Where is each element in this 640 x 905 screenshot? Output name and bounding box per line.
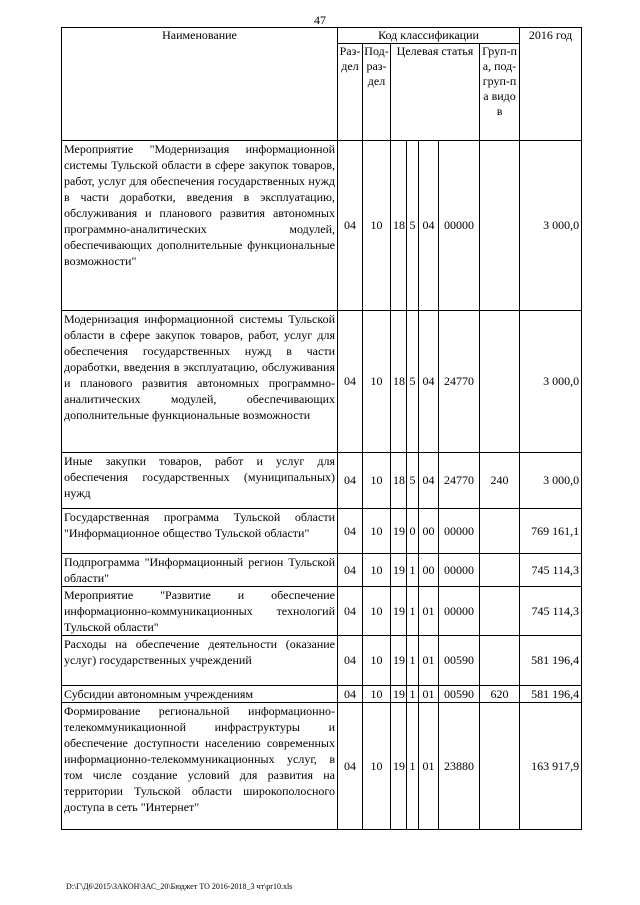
row-podrazdel: 10 (363, 686, 391, 703)
row-target-program: 18 (391, 141, 407, 311)
row-group (480, 554, 520, 587)
row-target-event: 00 (419, 554, 439, 587)
row-target-direction: 00000 (439, 587, 480, 636)
row-name: Модернизация информационной системы Тульской области в сфере закупок товаров, работ, услуг для обеспечения государственных нужд в части доработки, введения в эксплуатацию, обслуживания и планового развития автономных программно-аналитических модулей, обеспечивающих дополнительные функциональные возможности (62, 311, 338, 453)
row-name: Мероприятие "Развитие и обеспечение информационно-коммуникационных технологий Тульской области" (62, 587, 338, 636)
row-target-event: 01 (419, 686, 439, 703)
table-row (62, 686, 582, 703)
row-target-subprogram: 1 (407, 554, 419, 587)
row-target-direction: 24770 (439, 453, 480, 509)
row-razdel: 04 (338, 636, 363, 686)
row-target-event: 01 (419, 587, 439, 636)
row-name: Государственная программа Тульской области "Информационное общество Тульской области" (62, 509, 338, 554)
header-target: Целевая статья (391, 44, 480, 141)
row-amount: 163 917,9 (520, 703, 582, 830)
row-target-subprogram: 0 (407, 509, 419, 554)
table-row (62, 587, 582, 636)
row-target-subprogram: 1 (407, 636, 419, 686)
header-year: 2016 год (520, 28, 582, 141)
row-group (480, 311, 520, 453)
row-target-program: 19 (391, 554, 407, 587)
row-podrazdel: 10 (363, 509, 391, 554)
row-amount: 581 196,4 (520, 636, 582, 686)
row-amount: 581 196,4 (520, 686, 582, 703)
header-group: Груп-па, под-груп-па видов (480, 44, 520, 141)
row-target-direction: 00000 (439, 141, 480, 311)
row-target-event: 00 (419, 509, 439, 554)
row-target-event: 04 (419, 141, 439, 311)
row-target-direction: 00590 (439, 686, 480, 703)
header-name: Наименование (62, 28, 338, 141)
row-podrazdel: 10 (363, 453, 391, 509)
budget-table (61, 27, 582, 830)
row-target-subprogram: 1 (407, 703, 419, 830)
row-razdel: 04 (338, 311, 363, 453)
row-target-subprogram: 1 (407, 587, 419, 636)
row-razdel: 04 (338, 453, 363, 509)
row-amount: 3 000,0 (520, 311, 582, 453)
row-razdel: 04 (338, 554, 363, 587)
row-target-subprogram: 5 (407, 141, 419, 311)
row-group (480, 703, 520, 830)
row-target-program: 19 (391, 509, 407, 554)
row-razdel: 04 (338, 587, 363, 636)
row-name: Субсидии автономным учреждениям (62, 686, 338, 703)
row-name: Иные закупки товаров, работ и услуг для обеспечения государственных (муниципальных) нужд (62, 453, 338, 509)
row-podrazdel: 10 (363, 587, 391, 636)
row-name: Подпрограмма "Информационный регион Тульской области" (62, 554, 338, 587)
row-razdel: 04 (338, 686, 363, 703)
row-podrazdel: 10 (363, 703, 391, 830)
row-target-subprogram: 5 (407, 311, 419, 453)
row-target-program: 19 (391, 703, 407, 830)
row-group: 620 (480, 686, 520, 703)
table-row (62, 141, 582, 311)
row-target-direction: 23880 (439, 703, 480, 830)
row-target-program: 19 (391, 686, 407, 703)
row-razdel: 04 (338, 509, 363, 554)
row-amount: 3 000,0 (520, 453, 582, 509)
row-target-program: 19 (391, 587, 407, 636)
row-group (480, 587, 520, 636)
row-group (480, 636, 520, 686)
row-target-subprogram: 1 (407, 686, 419, 703)
row-target-subprogram: 5 (407, 453, 419, 509)
row-group: 240 (480, 453, 520, 509)
row-podrazdel: 10 (363, 636, 391, 686)
header-code: Код классификации (338, 28, 520, 44)
table-row (62, 554, 582, 587)
row-target-direction: 00000 (439, 509, 480, 554)
header-razdel: Раз-дел (338, 44, 363, 141)
row-amount: 745 114,3 (520, 587, 582, 636)
row-razdel: 04 (338, 703, 363, 830)
table-row (62, 636, 582, 686)
row-name: Формирование региональной информационно-телекоммуникационной инфраструктуры и обеспечение доступности населению современных информационно-телекоммуникационных услуг, в том числе создание условий для развития на территории Тульской области широкополосного доступа в сеть "Интернет" (62, 703, 338, 830)
table-row (62, 453, 582, 509)
row-target-event: 01 (419, 703, 439, 830)
row-group (480, 141, 520, 311)
row-target-direction: 00590 (439, 636, 480, 686)
row-razdel: 04 (338, 141, 363, 311)
row-amount: 3 000,0 (520, 141, 582, 311)
row-podrazdel: 10 (363, 311, 391, 453)
table-row (62, 311, 582, 453)
row-target-direction: 24770 (439, 311, 480, 453)
row-podrazdel: 10 (363, 554, 391, 587)
row-amount: 745 114,3 (520, 554, 582, 587)
row-podrazdel: 10 (363, 141, 391, 311)
row-name: Мероприятие "Модернизация информационной системы Тульской области в сфере закупок товаров, работ, услуг для обеспечения государственных нужд в части доработки, введения в эксплуатацию, обслуживания и планового развития автономных программно-аналитических модулей, обеспечивающих дополнительные функциональные возможности" (62, 141, 338, 311)
row-target-program: 18 (391, 453, 407, 509)
row-target-event: 04 (419, 453, 439, 509)
row-name: Расходы на обеспечение деятельности (оказание услуг) государственных учреждений (62, 636, 338, 686)
row-target-direction: 00000 (439, 554, 480, 587)
row-group (480, 509, 520, 554)
page-number: 47 (314, 13, 326, 27)
row-target-program: 19 (391, 636, 407, 686)
table-row (62, 509, 582, 554)
row-target-program: 18 (391, 311, 407, 453)
row-amount: 769 161,1 (520, 509, 582, 554)
row-target-event: 04 (419, 311, 439, 453)
table-row (62, 703, 582, 830)
row-target-event: 01 (419, 636, 439, 686)
footer-file-path: D:\Г\Д6\2015\ЗАКОН\ЗАС_20\Бюджет ТО 2016-2018_3 чт\pr10.xls (66, 882, 293, 891)
header-podrazdel: Под-раз-дел (363, 44, 391, 141)
